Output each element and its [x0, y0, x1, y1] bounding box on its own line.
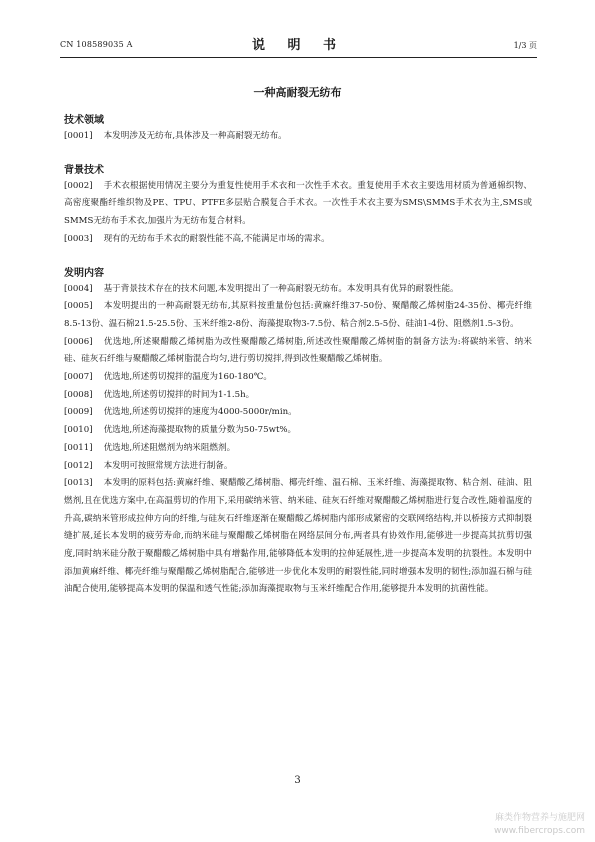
publication-number: CN 108589035 A [60, 40, 133, 49]
paragraph-text: 优选地,所述剪切搅拌的温度为160-180℃。 [103, 372, 272, 383]
watermark-site-name: 麻类作物营养与施肥网 [494, 813, 585, 823]
section-heading-tech-field: 技术领域 [64, 115, 104, 126]
section-heading-background: 背景技术 [64, 164, 104, 176]
page-indicator: 1/3 页 [513, 41, 537, 50]
paragraph-text: 优选地,所述聚醋酸乙烯树脂为改性聚醋酸乙烯树脂,所述改性聚醋酸乙烯树脂的制备方法为:将碳纳米管、纳米硅、硅灰石纤维与聚醋酸乙烯树脂混合均匀,进行剪切搅拌,得到改性聚醋酸乙烯树脂。 [64, 336, 532, 365]
paragraph-number: [0009] [64, 407, 93, 418]
paragraph [64, 178, 532, 231]
document-type: 说 明 书 [251, 38, 346, 53]
paragraph-number: [0001] [64, 131, 93, 141]
paragraph-number: [0007] [64, 372, 93, 383]
paragraph-text: 本发明可按照常规方法进行制备。 [103, 460, 233, 471]
page-header [60, 34, 537, 56]
paragraph [64, 369, 532, 387]
paragraph-number: [0011] [64, 442, 93, 453]
paragraph-number: [0005] [64, 301, 93, 312]
watermark-url: www.fibercrops.com [494, 826, 585, 836]
paragraph-text: 手术衣根据使用情况主要分为重复性使用手术衣和一次性手术衣。重复使用手术衣主要选用材质为普通棉织物、高密度聚酯纤维织物及PE、TPU、PTFE多层贴合膜复合手术衣。一次性手术衣主要为SMS\SMMS手术衣为主,SMS或SMMS无纺布手术衣,加强片为无纺布复合材料。 [64, 180, 532, 227]
page-number: 3 [294, 775, 301, 786]
paragraph-number: [0006] [64, 336, 93, 347]
document-title: 一种高耐裂无纺布 [253, 86, 342, 99]
paragraph-text: 优选地,所述剪切搅拌的时间为1-1.5h。 [103, 389, 255, 400]
paragraph [64, 440, 532, 458]
paragraph-text: 优选地,所述海藻提取物的质量分数为50-75wt%。 [103, 425, 297, 436]
paragraph-number: [0008] [64, 389, 93, 400]
paragraph-number: [0010] [64, 425, 93, 436]
paragraph-number: [0003] [64, 233, 93, 244]
paragraph [64, 404, 532, 422]
section-heading-summary: 发明内容 [64, 267, 104, 279]
paragraph [64, 458, 532, 476]
paragraph [64, 128, 532, 146]
paragraph-text: 基于背景技术存在的技术问题,本发明提出了一种高耐裂无纺布。本发明具有优异的耐裂性能。 [103, 283, 459, 294]
paragraph-text: 优选地,所述剪切搅拌的速度为4000-5000r/min。 [103, 407, 297, 418]
header-divider [60, 57, 537, 58]
paragraph-text: 本发明提出的一种高耐裂无纺布,其原料按重量份包括:黄麻纤维37-50份、聚醋酸乙烯树脂24-35份、椰壳纤维8.5-13份、温石棉21.5-25.5份、玉米纤维2-8份、海藻提取物3-7.5份、粘合剂2.5-5份、硅油1-4份、阻燃剂1.5-3份。 [64, 301, 532, 329]
paragraph-text: 现有的无纺布手术衣的耐裂性能不高,不能满足市场的需求。 [103, 233, 330, 244]
paragraph-number: [0002] [64, 180, 93, 191]
paragraph [64, 334, 532, 369]
paragraph-number: [0013] [64, 478, 93, 489]
paragraph [64, 231, 532, 249]
paragraph-text: 优选地,所述阻燃剂为纳米阻燃剂。 [103, 442, 236, 453]
paragraph-text: 本发明涉及无纺布,具体涉及一种高耐裂无纺布。 [103, 131, 287, 141]
paragraph [64, 281, 532, 299]
paragraph [64, 298, 532, 333]
watermark [494, 812, 585, 838]
paragraph [64, 422, 532, 440]
paragraph [64, 475, 532, 599]
paragraph-text: 本发明的原料包括:黄麻纤维、聚醋酸乙烯树脂、椰壳纤维、温石棉、玉米纤维、海藻提取物、粘合剂、硅油、阻燃剂,且在优选方案中,在高温剪切的作用下,采用碳纳米管、纳米硅、硅灰石纤维对聚醋酸乙烯树脂进行复合改性,随着温度的升高,碳纳米管形成拉伸方向的纤维,与硅灰石纤维逐渐在聚醋酸乙烯树脂内部形成紧密的交联网络结构,并以桥接方式抑制裂缝扩展,延长本发明的疲劳寿命,而纳米硅与聚醋酸乙烯树脂在网络层间分布,两者具有协效作用,能够进一步提高其抗剪切强度,同时纳米硅分散于聚醋酸乙烯树脂中具有增黏作用,能够降低本发明的拉伸延展性,进一步提高本发明的抗裂性。本发明中添加黄麻纤维、椰壳纤维与聚醋酸乙烯树脂配合,能够进一步优化本发明的耐裂性能,同时增强本发明的韧性;添加温石棉与硅油配合使用,能够提高本发明的保温和透气性能;添加海藻提取物与玉米纤维配合作用,能够提升本发明的抗菌性能。 [64, 478, 532, 595]
paragraph [64, 387, 532, 405]
paragraph-number: [0012] [64, 460, 93, 471]
paragraph-number: [0004] [64, 283, 93, 294]
document-body [64, 114, 532, 599]
